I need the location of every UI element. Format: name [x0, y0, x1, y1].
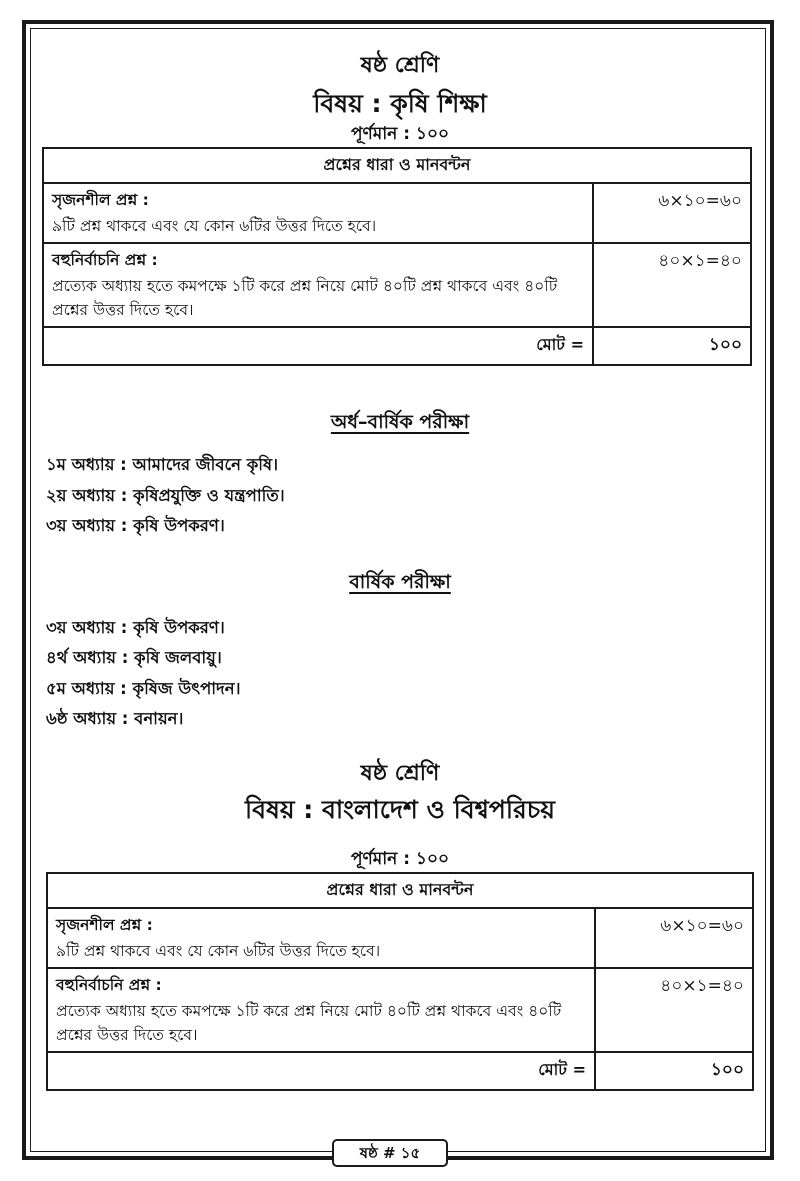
marks-cell: ৪০×১=৪০ — [595, 968, 753, 1052]
total-row — [43, 327, 751, 365]
marks-cell: ৬×১০=৬০ — [595, 908, 753, 968]
question-type-desc: প্রত্যেক অধ্যায় হতে কমপক্ষে ১টি করে প্রশ্ন নিয়ে মোট ৪০টি প্রশ্ন থাকবে এবং ৪০টি প্রশ্নের উত্তর দিতে হবে। — [52, 277, 558, 320]
question-type-desc: ৯টি প্রশ্ন থাকবে এবং যে কোন ৬টির উত্তর দিতে হবে। — [52, 217, 377, 235]
total-label: মোট = — [47, 1052, 595, 1090]
marks-cell: ৪০×১=৪০ — [593, 243, 751, 327]
table-row — [47, 968, 753, 1052]
marks-distribution-table — [46, 872, 754, 1091]
marks-distribution-table — [42, 147, 752, 366]
question-type-cell — [43, 243, 593, 327]
question-type-title: সৃজনশীল প্রশ্ন : — [52, 191, 149, 209]
half-yearly-exam-title: অর্ধ–বার্ষিক পরীক্ষা — [330, 411, 470, 433]
question-type-cell — [47, 908, 595, 968]
class-title: ষষ্ঠ শ্রেণি — [360, 53, 440, 78]
full-marks: পূর্ণমান : ১০০ — [350, 124, 450, 144]
chapter-item: ৬ষ্ঠ অধ্যায় : বনায়ন। — [46, 709, 184, 728]
chapter-item: ১ম অধ্যায় : আমাদের জীবনে কৃষি। — [46, 455, 278, 474]
table-row — [43, 183, 751, 243]
chapter-item: ৩য় অধ্যায় : কৃষি উপকরণ। — [46, 516, 225, 535]
table-header: প্রশ্নের ধারা ও মানবন্টন — [43, 148, 751, 183]
chapter-item: ৫ম অধ্যায় : কৃষিজ উৎপাদন। — [46, 679, 241, 698]
total-value: ১০০ — [595, 1052, 753, 1090]
full-marks: পূর্ণমান : ১০০ — [350, 849, 450, 869]
question-type-cell — [47, 968, 595, 1052]
question-type-title: বহুনির্বাচনি প্রশ্ন : — [52, 251, 158, 270]
question-type-desc: ৯টি প্রশ্ন থাকবে এবং যে কোন ৬টির উত্তর দিতে হবে। — [56, 942, 381, 960]
total-value: ১০০ — [593, 327, 751, 365]
annual-exam-title: বার্ষিক পরীক্ষা — [349, 571, 451, 593]
question-type-cell — [43, 183, 593, 243]
total-row — [47, 1052, 753, 1090]
subject-title: বিষয় : বাংলাদেশ ও বিশ্বপরিচয় — [245, 795, 555, 824]
chapter-item: ৪র্থ অধ্যায় : কৃষি জলবায়ু। — [46, 648, 222, 667]
question-type-title: সৃজনশীল প্রশ্ন : — [56, 916, 153, 934]
page-number-label: ষষ্ঠ # ১৫ — [332, 1139, 448, 1167]
table-row — [47, 908, 753, 968]
subject-title: বিষয় : কৃষি শিক্ষা — [313, 89, 487, 118]
class-title: ষষ্ঠ শ্রেণি — [360, 761, 440, 786]
question-type-desc: প্রত্যেক অধ্যায় হতে কমপক্ষে ১টি করে প্রশ্ন নিয়ে মোট ৪০টি প্রশ্ন থাকবে এবং ৪০টি প্রশ্নের উত্তর দিতে হবে। — [56, 1002, 562, 1045]
table-row — [43, 243, 751, 327]
question-type-title: বহুনির্বাচনি প্রশ্ন : — [56, 976, 162, 995]
chapter-item: ৩য় অধ্যায় : কৃষি উপকরণ। — [46, 618, 225, 637]
marks-cell: ৬×১০=৬০ — [593, 183, 751, 243]
table-header: প্রশ্নের ধারা ও মানবন্টন — [47, 873, 753, 908]
total-label: মোট = — [43, 327, 593, 365]
chapter-item: ২য় অধ্যায় : কৃষিপ্রযুক্তি ও যন্ত্রপাতি। — [46, 486, 285, 505]
